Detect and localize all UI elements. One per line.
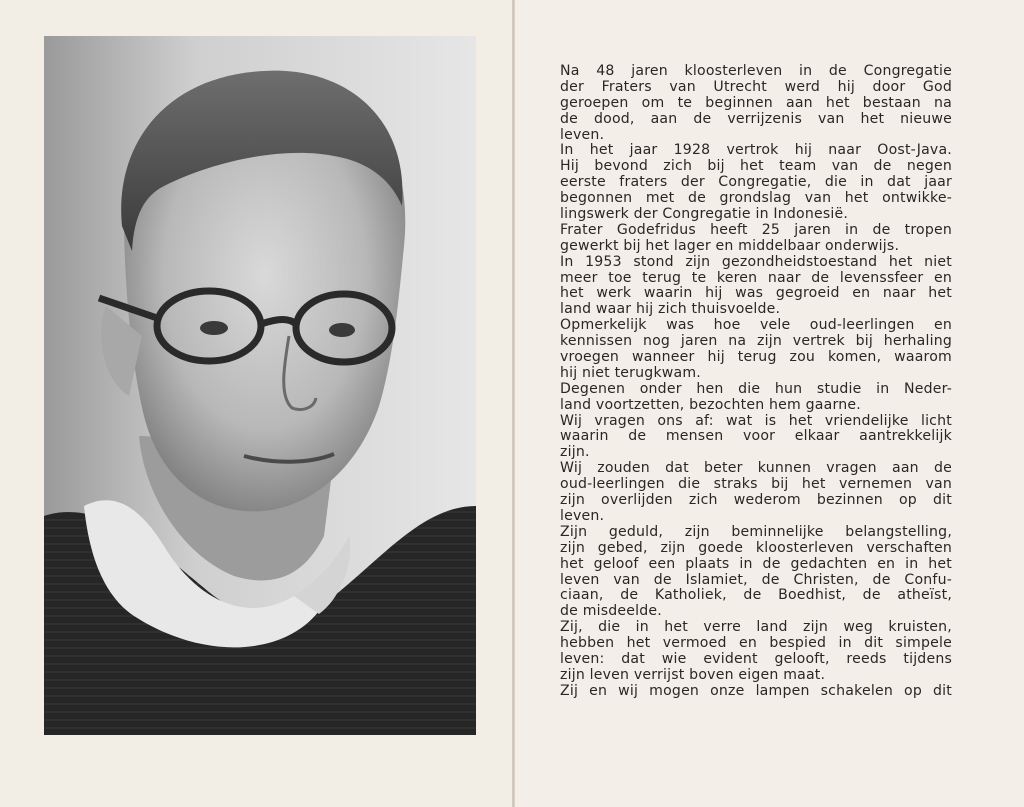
text-line: gewerkt bij het lager en middelbaar onderwijs. <box>560 237 900 254</box>
text-line: hebben het vermoed en bespied in dit simpele <box>560 635 952 652</box>
text-line: zijn. <box>560 444 590 461</box>
text-line: In 1953 stond zijn gezondheidstoestand het niet <box>560 253 952 270</box>
text-line: Opmerkelijk was hoe vele oud-leerlingen en <box>560 317 952 334</box>
portrait-photo <box>44 36 476 735</box>
text-line: waarin de mensen voor elkaar aantrekkelijk <box>560 428 952 445</box>
text-line: geroepen om te beginnen aan het bestaan na <box>560 94 952 111</box>
text-line: lingswerk der Congregatie in Indonesië. <box>560 206 849 223</box>
text-line: meer toe terug te keren naar de levenssfeer en <box>560 269 952 286</box>
text-line: ciaan, de Katholiek, de Boedhist, de atheïst, <box>560 587 952 604</box>
text-line: Hij bevond zich bij het team van de negen <box>560 158 952 175</box>
text-line: oud-leerlingen die straks bij het vernemen van <box>560 476 952 493</box>
text-line: leven. <box>560 126 605 143</box>
text-line: begonnen met de grondslag van het ontwikke- <box>560 190 952 207</box>
memorial-text <box>560 64 952 700</box>
text-line: land voortzetten, bezochten hem gaarne. <box>560 396 861 413</box>
text-line: hij niet terugkwam. <box>560 364 701 381</box>
text-line: der Fraters van Utrecht werd hij door God <box>560 78 952 95</box>
text-line: het werk waarin hij was gegroeid en naar het <box>560 285 952 302</box>
text-line: Degenen onder hen die hun studie in Neder- <box>560 380 952 397</box>
text-line: eerste fraters der Congregatie, die in dat jaar <box>560 174 952 191</box>
text-line: zijn gebed, zijn goede kloosterleven verschaften <box>560 539 952 556</box>
text-line: Wij vragen ons af: wat is het vriendelijke licht <box>560 412 952 429</box>
text-line: Zijn geduld, zijn beminnelijke belangstelling, <box>560 523 952 540</box>
text-line: Zij en wij mogen onze lampen schakelen op dit <box>560 682 952 699</box>
text-line: de dood, aan de verrijzenis van het nieuwe <box>560 110 952 127</box>
text-line: het geloof een plaats in de gedachten en in het <box>560 555 952 572</box>
text-line: Frater Godefridus heeft 25 jaren in de tropen <box>560 221 952 238</box>
text-line: zijn overlijden zich wederom bezinnen op dit <box>560 492 952 509</box>
text-line: leven. <box>560 507 605 524</box>
text-line: leven van de Islamiet, de Christen, de Confu- <box>560 571 952 588</box>
text-line: Zij, die in het verre land zijn weg kruisten, <box>560 619 952 636</box>
text-line: Na 48 jaren kloosterleven in de Congregatie <box>560 63 952 79</box>
text-line: Wij zouden dat beter kunnen vragen aan de <box>560 460 952 477</box>
text-line: zijn leven verrijst boven eigen maat. <box>560 666 826 683</box>
text-line: In het jaar 1928 vertrok hij naar Oost-Java. <box>560 142 952 159</box>
text-line: land waar hij zich thuisvoelde. <box>560 301 781 318</box>
text-line: leven: dat wie evident gelooft, reeds tijdens <box>560 650 952 667</box>
text-line: vroegen wanneer hij terug zou komen, waarom <box>560 349 952 366</box>
text-line: de misdeelde. <box>560 603 662 620</box>
text-line: kennissen nog jaren na zijn vertrek bij herhaling <box>560 333 952 350</box>
